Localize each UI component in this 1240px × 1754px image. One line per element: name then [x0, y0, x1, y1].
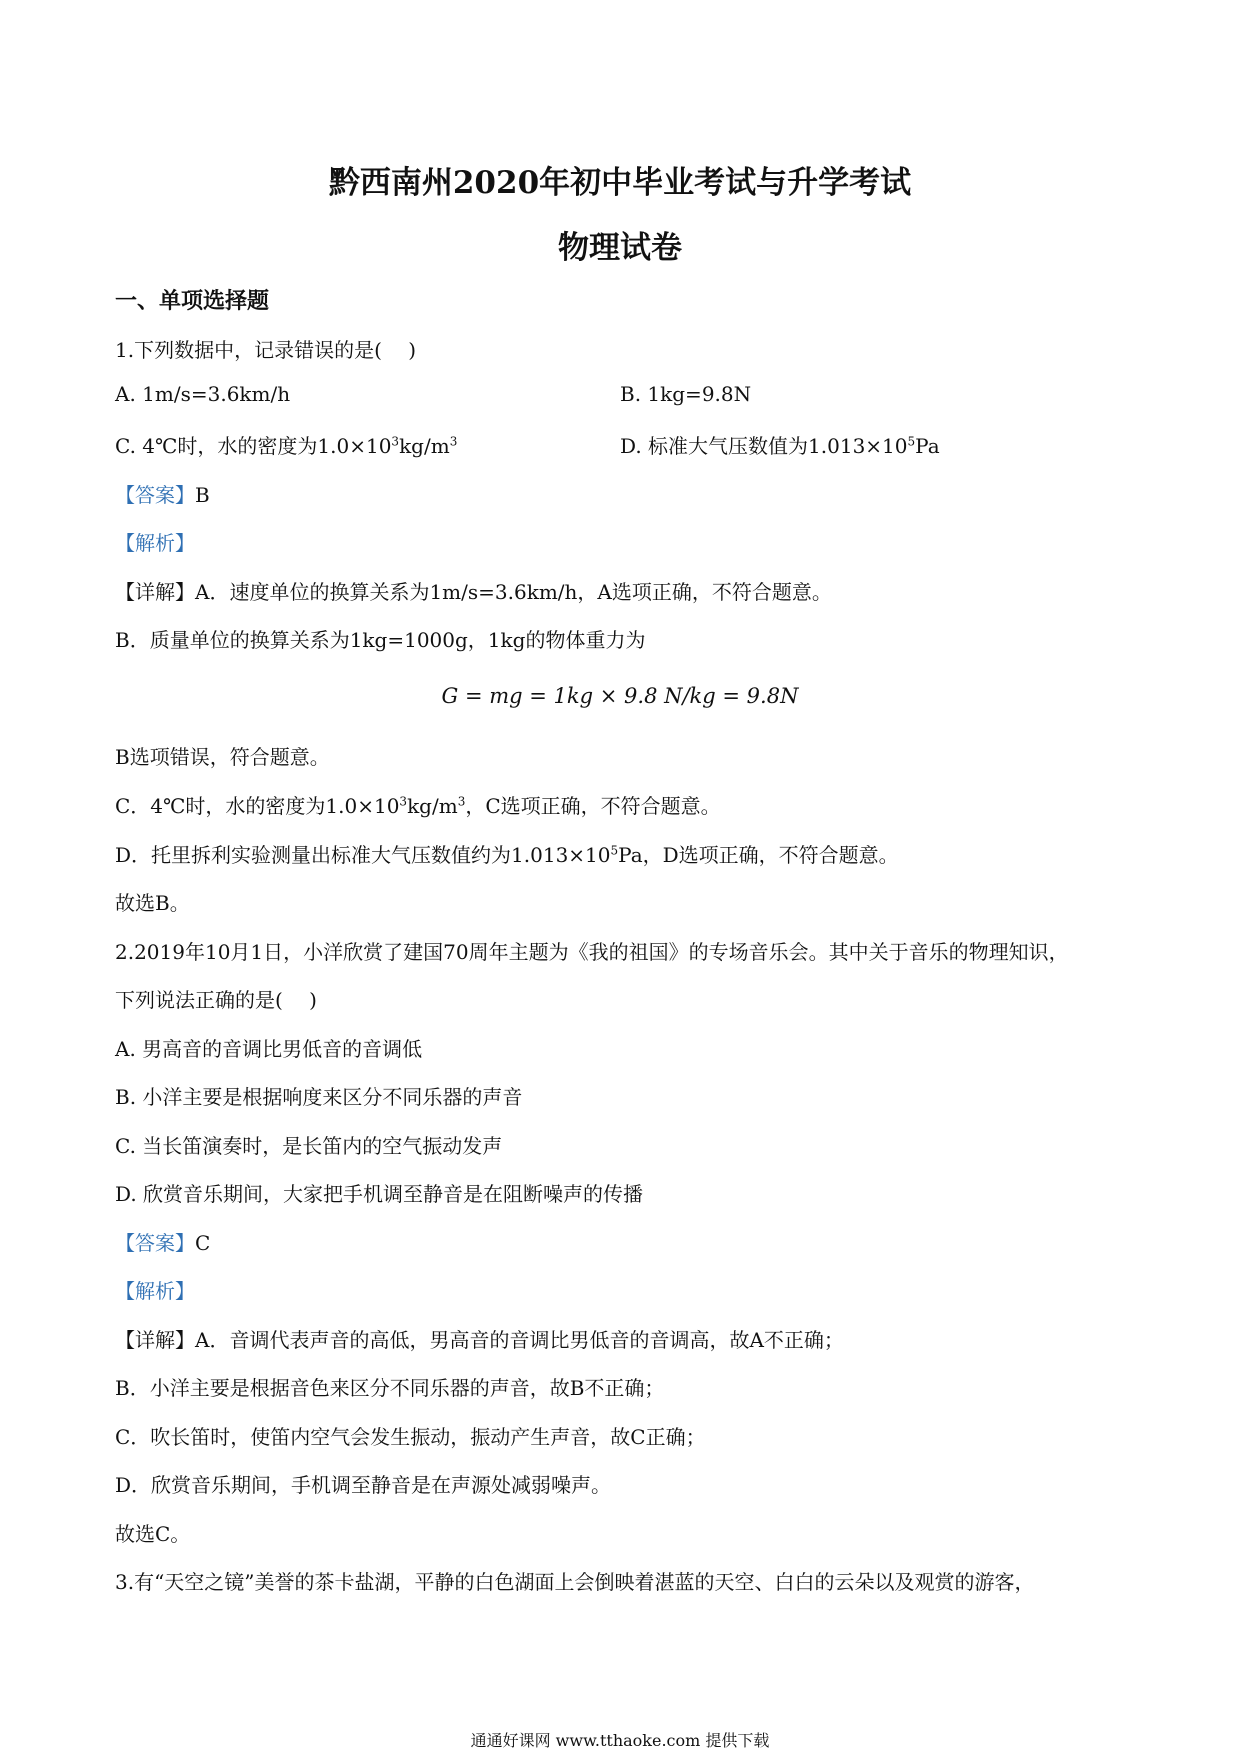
gravity-formula: G = mg = 1kg × 9.8 N/kg = 9.8N [441, 684, 799, 708]
q1-detail-a: 【详解】A．速度单位的换算关系为1m/s=3.6km/h，A选项正确，不符合题意。 [115, 580, 832, 604]
q1-option-d-exp: 5 [907, 434, 916, 449]
exam-subtitle: 物理试卷 [558, 230, 682, 266]
q1-detail-b: B．质量单位的换算关系为1kg=1000g，1kg的物体重力为 [115, 628, 646, 652]
q1-option-d-text: D. 标准大气压数值为1.013×10 [620, 434, 908, 458]
q2-option-a: A. 男高音的音调比男低音的音调低 [115, 1037, 423, 1061]
q1-stem: 1.下列数据中，记录错误的是( ) [115, 338, 417, 362]
q1-detail-d-tail: Pa，D选项正确，不符合题意。 [618, 843, 899, 867]
q1-detail-c-unit: kg/m [407, 794, 458, 818]
q2-detail-b: B．小洋主要是根据音色来区分不同乐器的声音，故B不正确； [115, 1376, 665, 1400]
q2-stem-line1: 2.2019年10月1日，小洋欣赏了建国70周年主题为《我的祖国》的专场音乐会。其中关于音乐的物理知识， [115, 940, 1069, 964]
q1-option-c-exp1: 3 [391, 434, 400, 449]
analysis-tag: 【解析】 [115, 531, 195, 555]
q2-option-b: B. 小洋主要是根据响度来区分不同乐器的声音 [115, 1085, 523, 1109]
q1-detail-c-exp2: 3 [457, 794, 466, 809]
q1-detail-b2: B选项错误，符合题意。 [115, 745, 330, 769]
q1-option-a: A. 1m/s=3.6km/h [115, 382, 291, 406]
q3-stem: 3.有“天空之镜”美誉的茶卡盐湖，平静的白色湖面上会倒映着湛蓝的天空、白白的云朵以及观赏的游客， [115, 1570, 1035, 1594]
q1-detail-c-text: C．4℃时，水的密度为1.0×10 [115, 794, 400, 818]
answer-tag: 【答案】 [115, 1231, 195, 1255]
footer-source: 通通好课网 www.tthaoke.com 提供下载 [470, 1731, 770, 1750]
q1-answer [115, 479, 210, 508]
exam-title: 黔西南州2020年初中毕业考试与升学考试 [328, 165, 912, 201]
q1-conclusion: 故选B。 [115, 891, 190, 915]
q1-option-d [620, 430, 940, 459]
q1-option-d-unit: Pa [915, 434, 940, 458]
q1-detail-d-exp: 5 [610, 843, 619, 858]
q1-option-c [115, 430, 457, 459]
q2-detail-c: C．吹长笛时，使笛内空气会发生振动，振动产生声音，故C正确； [115, 1425, 706, 1449]
section-heading: 一、单项选择题 [115, 288, 270, 314]
q2-conclusion: 故选C。 [115, 1522, 191, 1546]
q1-option-c-text: C. 4℃时，水的密度为1.0×10 [115, 434, 392, 458]
q1-option-c-unit: kg/m [399, 434, 450, 458]
q1-detail-c-exp1: 3 [399, 794, 408, 809]
q2-detail-d: D．欣赏音乐期间，手机调至静音是在声源处减弱噪声。 [115, 1473, 612, 1497]
analysis-tag: 【解析】 [115, 1279, 195, 1303]
q1-detail-d [115, 839, 899, 868]
q1-option-b: B. 1kg=9.8N [620, 382, 752, 406]
answer-tag: 【答案】 [115, 483, 195, 507]
q1-option-c-exp2: 3 [449, 434, 458, 449]
q2-option-c: C. 当长笛演奏时，是长笛内的空气振动发声 [115, 1134, 503, 1158]
q1-detail-c [115, 790, 721, 819]
answer-value: B [195, 483, 210, 507]
q1-detail-c-tail: ，C选项正确，不符合题意。 [465, 794, 721, 818]
answer-value: C [195, 1231, 211, 1255]
q2-stem-line2: 下列说法正确的是( ) [115, 988, 317, 1012]
q2-answer [115, 1227, 210, 1256]
q2-option-d: D. 欣赏音乐期间，大家把手机调至静音是在阻断噪声的传播 [115, 1182, 644, 1206]
q1-detail-d-text: D．托里拆利实验测量出标准大气压数值约为1.013×10 [115, 843, 611, 867]
q2-detail-a: 【详解】A．音调代表声音的高低，男高音的音调比男低音的音调高，故A不正确； [115, 1328, 844, 1352]
